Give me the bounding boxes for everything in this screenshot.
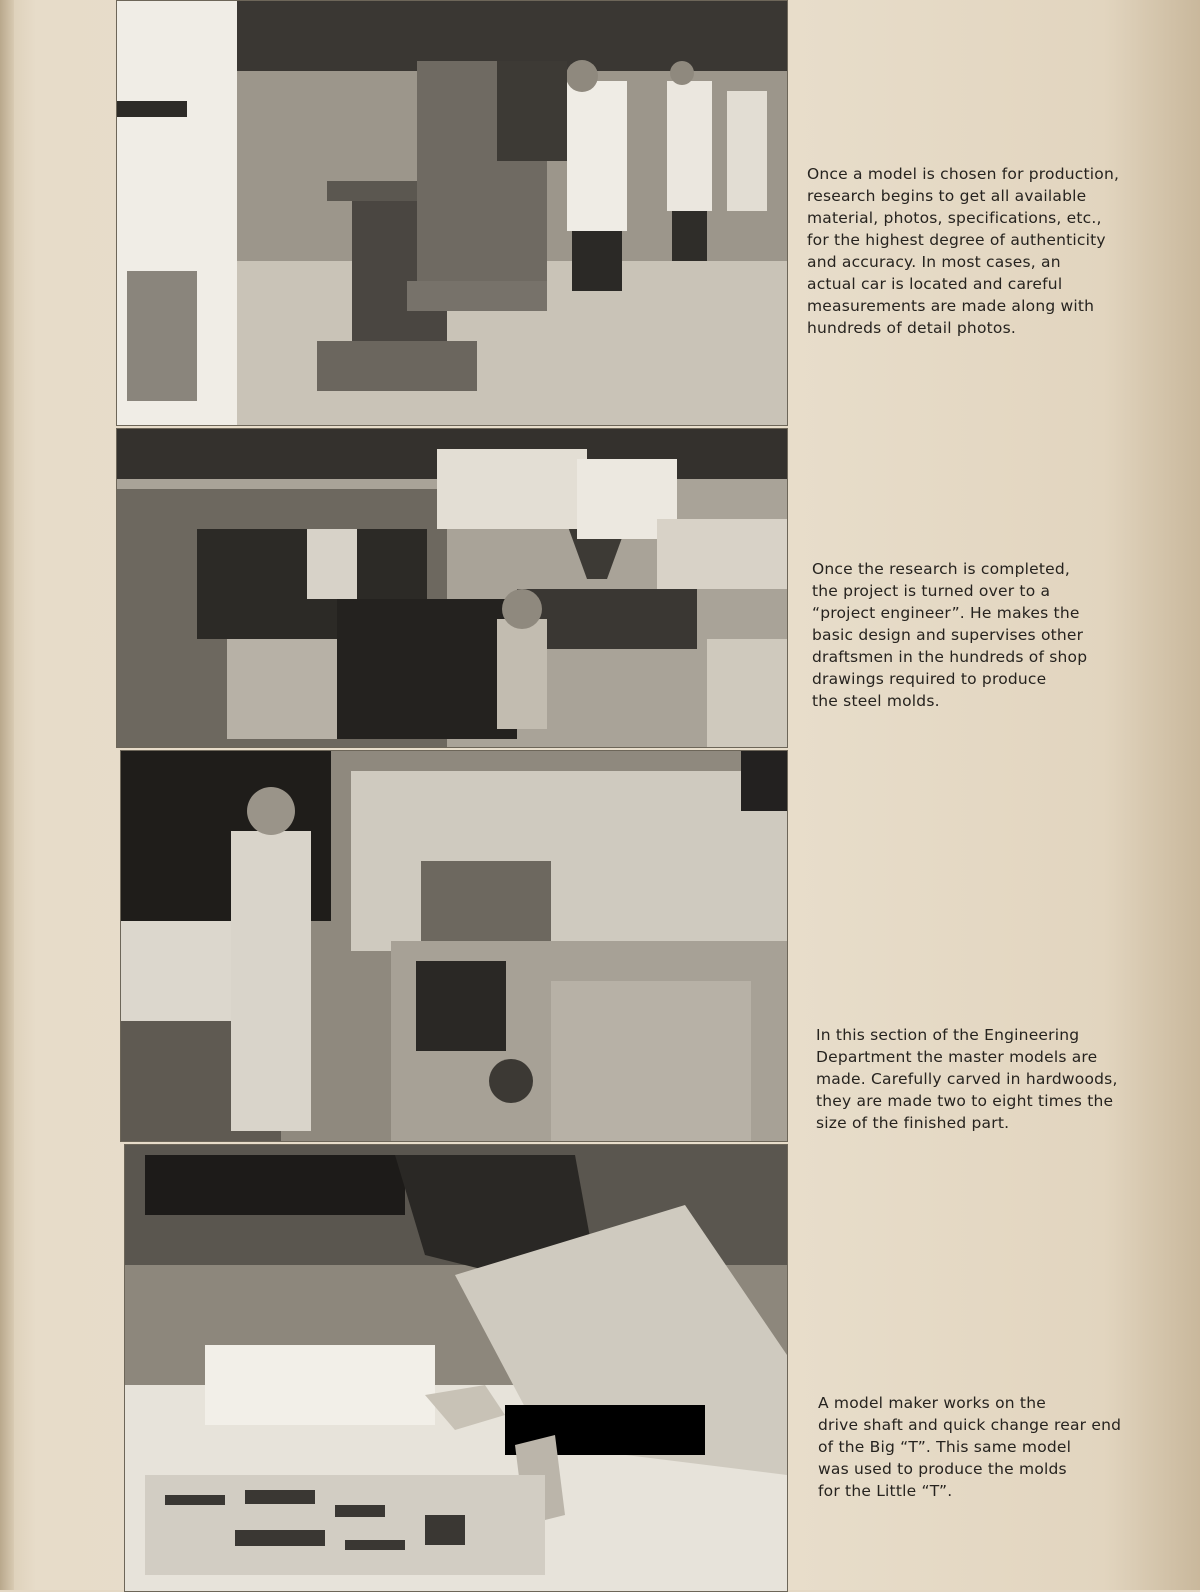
caption-line: for the highest degree of authenticity [807,231,1106,249]
caption-line: and accuracy. In most cases, an [807,253,1061,271]
caption-line: draftsmen in the hundreds of shop [812,648,1088,666]
caption-line: of the Big “T”. This same model [818,1438,1072,1456]
caption-line: research begins to get all available [807,187,1087,205]
caption-line: drive shaft and quick change rear end [818,1416,1122,1434]
caption-line: was used to produce the molds [818,1460,1067,1478]
caption-line: hundreds of detail photos. [807,319,1016,337]
caption-research [807,163,1119,339]
caption-line: they are made two to eight times the [816,1092,1114,1110]
caption-line: drawings required to produce [812,670,1047,688]
photo-machine-shop [116,0,788,426]
caption-line: made. Carefully carved in hardwoods, [816,1070,1118,1088]
caption-line: In this section of the Engineering [816,1026,1080,1044]
caption-line: the project is turned over to a [812,582,1051,600]
photo-molding-machines [116,428,788,748]
caption-line: the steel molds. [812,692,940,710]
photo-column [112,0,795,1590]
caption-line: for the Little “T”. [818,1482,953,1500]
caption-line: Once the research is completed, [812,560,1071,578]
caption-master-models [816,1024,1118,1134]
caption-line: actual car is located and careful [807,275,1063,293]
caption-line: material, photos, specifications, etc., [807,209,1102,227]
photo-woman-at-machine [120,750,788,1142]
caption-project-engineer [812,558,1087,712]
caption-line: measurements are made along with [807,297,1095,315]
caption-line: A model maker works on the [818,1394,1046,1412]
caption-model-maker [818,1392,1121,1502]
caption-line: “project engineer”. He makes the [812,604,1080,622]
caption-line: Department the master models are [816,1048,1098,1066]
caption-line: size of the finished part. [816,1114,1010,1132]
caption-line: Once a model is chosen for production, [807,165,1120,183]
photo-draftsman [124,1144,788,1592]
caption-line: basic design and supervises other [812,626,1084,644]
page-binding-edge [0,0,14,1590]
